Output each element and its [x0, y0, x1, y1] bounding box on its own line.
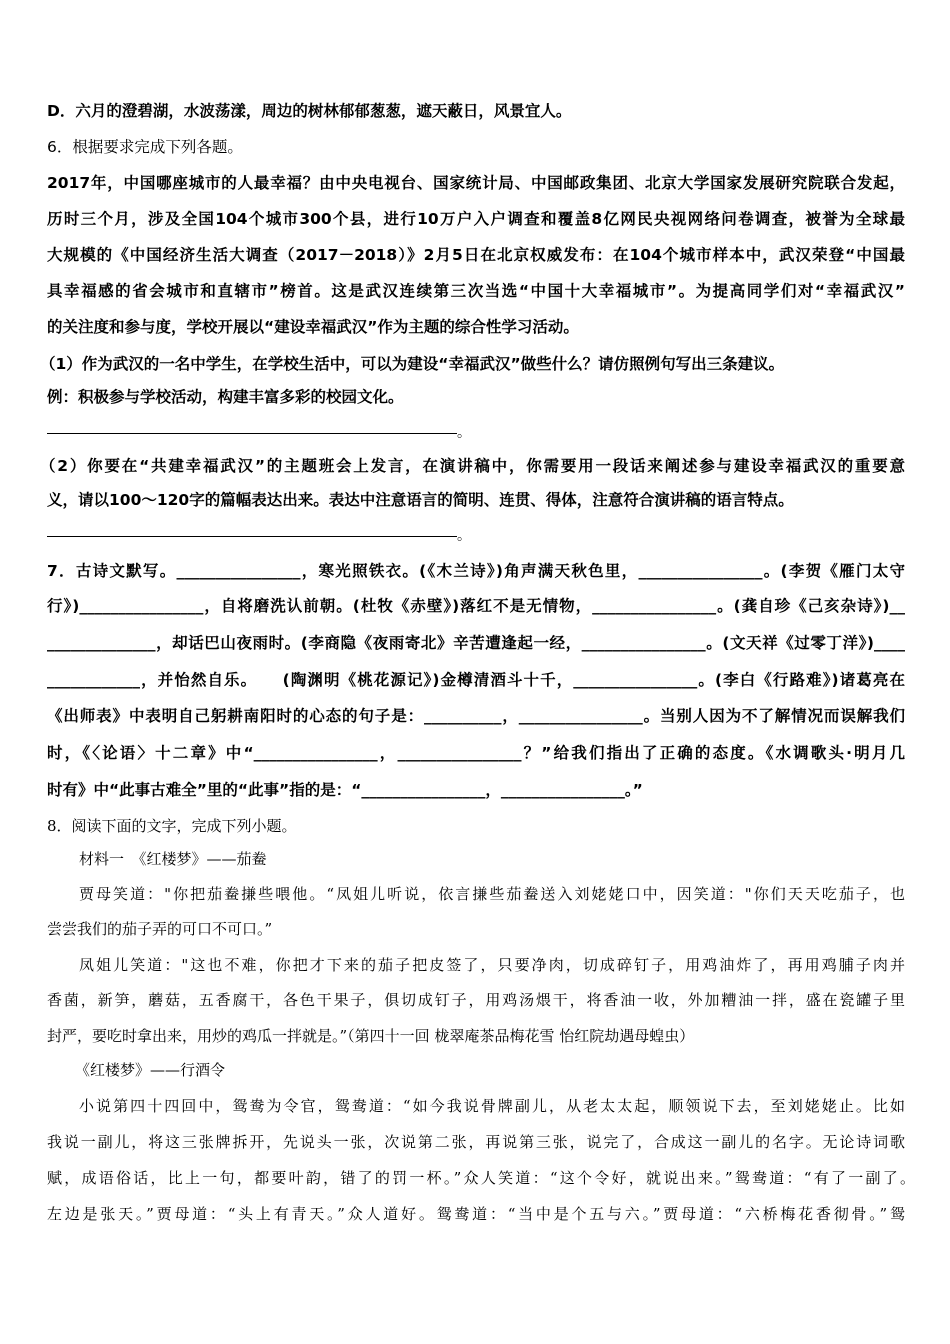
material-1-line: 凤姐儿笑道："这也不难，你把才下来的茄子把皮签了，只要净肉，切成碎钉子，用鸡油炸了，再用鸡脯子肉并 [79, 956, 905, 974]
answer-line-2[interactable] [47, 536, 457, 537]
question-6-title: 6．根据要求完成下列各题。 [47, 138, 243, 156]
q6-sub1: （1）作为武汉的一名中学生，在学校生活中，可以为建设“幸福武汉”做些什么？请仿照例句写出三条建议。 [40, 355, 785, 373]
q7-line: 时，《〈论语〉十二章》中“________________，________________？”给我们指出了正确的态度。《水调歌头·明月几 [47, 744, 905, 762]
material-1-title: 材料一 《红楼梦》——茄鲞 [79, 850, 267, 868]
answer-line-1[interactable] [47, 433, 457, 434]
material-2-line: 赋，成语俗话，比上一句，都要叶韵，错了的罚一杯。”众人笑道：“这个令好，就说出来。”鸳鸯道：“有了一副了。 [47, 1169, 915, 1187]
material-1-line: 封严，要吃时拿出来，用炒的鸡瓜一拌就是。”（第四十一回 栊翠庵茶品梅花雪 怡红院劫遇母蝗虫） [47, 1027, 695, 1045]
q6-sub2-line: （2）你要在“共建幸福武汉”的主题班会上发言，在演讲稿中，你需要用一段话来阐述参与建设幸福武汉的重要意 [40, 457, 905, 475]
q6-passage-line: 的关注度和参与度，学校开展以“建设幸福武汉”作为主题的综合性学习活动。 [47, 318, 579, 336]
q7-line: 时有》中“此事古难全”里的“此事”指的是：“________________，________________。” [47, 781, 643, 799]
answer-line-2-period: 。 [457, 528, 471, 544]
material-2-title: 《红楼梦》——行酒令 [75, 1061, 226, 1079]
answer-line-1-period: 。 [457, 425, 471, 441]
q6-passage-line: 具幸福感的省会城市和直辖市”榜首。这是武汉连续第三次当选“中国十大幸福城市”。为提高同学们对“幸福武汉” [47, 282, 905, 300]
material-2-line: 小说第四十四回中，鸳鸯为令官，鸳鸯道：“如今我说骨牌副儿，从老太太起，顺领说下去，至刘姥姥止。比如 [79, 1097, 905, 1115]
material-1-line: 香菌，新笋，蘑菇，五香腐干，各色干果子，俱切成钉子，用鸡汤煨干，将香油一收，外加糟油一拌，盛在瓷罐子里 [47, 991, 905, 1009]
q6-passage-line: 2017年，中国哪座城市的人最幸福？由中央电视台、国家统计局、中国邮政集团、北京大学国家发展研究院联合发起， [47, 174, 905, 192]
q7-line: 7．古诗文默写。________________，寒光照铁衣。(《木兰诗》)角声满天秋色里，________________。(李贺《雁门太守 [47, 562, 905, 580]
material-1-line: 贾母笑道："你把茄鲞搛些喂他。“凤姐儿听说，依言搛些茄鲞送入刘姥姥口中，因笑道："你们天天吃茄子，也 [79, 885, 905, 903]
q6-passage-line: 历时三个月，涉及全国104个城市300个县，进行10万户入户调查和覆盖8亿网民央视网络问卷调查，被誉为全球最 [47, 210, 905, 228]
q7-line: 行》)________________，自将磨洗认前朝。(杜牧《赤壁》)落红不是无情物，________________。(龚自珍《己亥杂诗》)__ [47, 597, 905, 615]
material-1-line: 尝尝我们的茄子弄的可口不可口。” [47, 920, 273, 938]
q7-line: ______________，却话巴山夜雨时。(李商隐《夜雨寄北》辛苦遭逢起一经，________________。(文天祥《过零丁洋》)____ [47, 634, 905, 652]
material-2-line: 左边是张天。”贾母道：“头上有青天。”众人道好。鸳鸯道：“当中是个五与六。”贾母道：“六桥梅花香彻骨。”鸳 [47, 1205, 905, 1223]
q7-line: ____________，并怡然自乐。 (陶渊明《桃花源记》)金樽清酒斗十千，________________。(李白《行路难》)诸葛亮在 [47, 671, 905, 689]
q6-passage-line: 大规模的《中国经济生活大调查（2017－2018）》2月5日在北京权威发布：在104个城市样本中，武汉荣登“中国最 [47, 246, 905, 264]
q7-line: 《出师表》中表明自己躬耕南阳时的心态的句子是：__________，________________。当别人因为不了解情况而误解我们 [47, 707, 905, 725]
question-8-title: 8．阅读下面的文字，完成下列小题。 [47, 817, 297, 835]
option-d: D．六月的澄碧湖，水波荡漾，周边的树林郁郁葱葱，遮天蔽日，风景宜人。 [47, 102, 572, 120]
material-2-line: 我说一副儿，将这三张牌拆开，先说头一张，次说第二张，再说第三张，说完了，合成这一副儿的名字。无论诗词歌 [47, 1133, 905, 1151]
q6-sub2-line: 义，请以100～120字的篇幅表达出来。表达中注意语言的简明、连贯、得体，注意符合演讲稿的语言特点。 [47, 491, 794, 509]
q6-example: 例：积极参与学校活动，构建丰富多彩的校园文化。 [47, 388, 404, 406]
